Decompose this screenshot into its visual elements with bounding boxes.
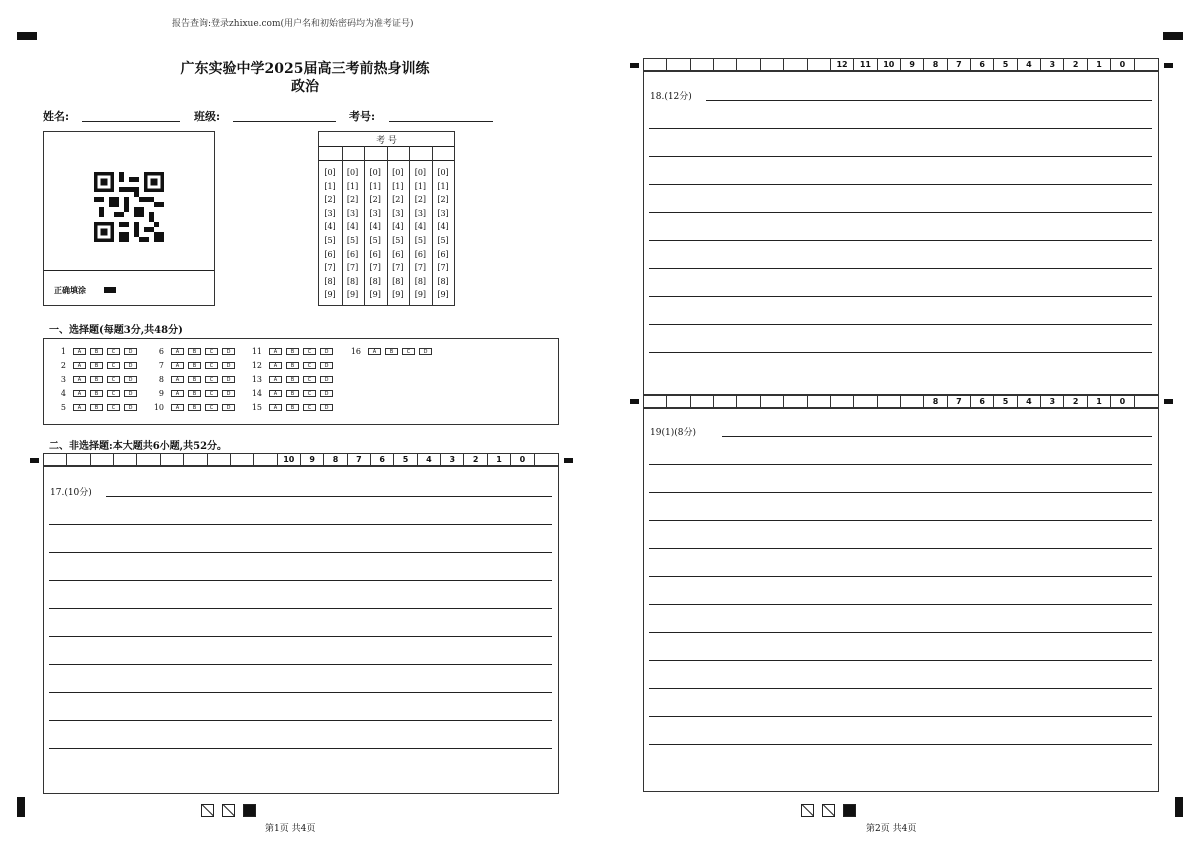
page-code-box bbox=[243, 804, 256, 817]
exam-id-column bbox=[319, 166, 341, 302]
mc-option-bubble[interactable]: B bbox=[188, 348, 201, 355]
mc-option-bubble[interactable]: A bbox=[269, 404, 282, 411]
mc-option-bubble[interactable]: B bbox=[90, 390, 103, 397]
mc-option-bubble[interactable]: C bbox=[107, 348, 120, 355]
mc-option-bubble[interactable]: D bbox=[320, 390, 333, 397]
score-blank-cell bbox=[854, 396, 877, 407]
exam-id-bubble[interactable]: [3] bbox=[437, 208, 449, 218]
qr-divider bbox=[44, 270, 214, 271]
mc-question-number: 3 bbox=[60, 375, 66, 384]
score-cell[interactable]: 2 bbox=[464, 454, 487, 465]
score-cell[interactable]: 2 bbox=[1064, 396, 1087, 407]
mc-question-number: 11 bbox=[251, 347, 262, 356]
score-blank-cell bbox=[691, 59, 714, 70]
writing-line[interactable] bbox=[649, 604, 1152, 605]
qr-box bbox=[43, 131, 215, 306]
name-field[interactable] bbox=[82, 121, 180, 122]
exam-id-bubble[interactable]: [7] bbox=[346, 263, 359, 273]
score-cell[interactable]: 1 bbox=[488, 454, 511, 465]
exam-id-bubble[interactable]: [2] bbox=[414, 195, 427, 205]
mc-answer-box bbox=[43, 338, 559, 425]
score-blank-cell bbox=[44, 454, 67, 465]
exam-id-bubble[interactable]: [1] bbox=[414, 181, 427, 191]
score-blank-cell bbox=[1135, 59, 1158, 70]
writing-line[interactable] bbox=[649, 128, 1152, 129]
page-title: 广东实验中学2025届高三考前热身训练 bbox=[180, 61, 430, 77]
score-blank-cell bbox=[667, 396, 690, 407]
writing-line[interactable] bbox=[649, 324, 1152, 325]
writing-line[interactable] bbox=[49, 692, 552, 693]
score-blank-cell bbox=[161, 454, 184, 465]
exam-id-bubble[interactable]: [4] bbox=[369, 222, 381, 232]
exam-id-bubble[interactable]: [3] bbox=[346, 208, 359, 218]
mc-option-bubble[interactable]: B bbox=[286, 404, 299, 411]
exam-id-bubble[interactable]: [5] bbox=[414, 235, 427, 245]
exam-id-grid bbox=[318, 131, 455, 306]
q17-score-row bbox=[43, 453, 559, 466]
q18-score-row bbox=[643, 58, 1159, 71]
score-blank-cell bbox=[1135, 396, 1158, 407]
mc-question-number: 15 bbox=[251, 403, 262, 412]
exam-id-bubble[interactable]: [3] bbox=[324, 208, 336, 218]
score-cell[interactable]: 1 bbox=[1088, 396, 1111, 407]
writing-line[interactable] bbox=[649, 716, 1152, 717]
score-blank-cell bbox=[737, 59, 760, 70]
writing-line[interactable] bbox=[49, 664, 552, 665]
mc-question-number: 9 bbox=[158, 389, 164, 398]
mc-option-bubble[interactable]: D bbox=[124, 348, 137, 355]
mc-option-bubble[interactable]: C bbox=[205, 390, 218, 397]
exam-id-bubble[interactable]: [8] bbox=[392, 276, 404, 286]
score-cell[interactable]: 5 bbox=[994, 396, 1017, 407]
score-blank-cell bbox=[714, 59, 737, 70]
score-blank-cell bbox=[761, 396, 784, 407]
exam-id-bubble[interactable]: [5] bbox=[369, 235, 381, 245]
score-cell[interactable]: 12 bbox=[831, 59, 854, 70]
score-blank-cell bbox=[737, 396, 760, 407]
score-blank-cell bbox=[784, 59, 807, 70]
mc-question-number: 2 bbox=[60, 361, 66, 370]
score-cell[interactable]: 6 bbox=[971, 396, 994, 407]
mc-question-number: 5 bbox=[60, 403, 66, 412]
score-blank-cell bbox=[808, 59, 831, 70]
writing-line[interactable] bbox=[49, 636, 552, 637]
mc-question-number: 12 bbox=[251, 361, 262, 370]
q17-answer-box bbox=[43, 466, 559, 794]
exam-id-column bbox=[387, 166, 409, 302]
exam-id-bubble[interactable]: [4] bbox=[346, 222, 359, 232]
score-cell[interactable]: 9 bbox=[301, 454, 324, 465]
writing-line[interactable] bbox=[649, 268, 1152, 269]
exam-id-bubble[interactable]: [6] bbox=[369, 249, 381, 259]
exam-id-bubble[interactable]: [7] bbox=[414, 263, 427, 273]
exam-id-bubble[interactable]: [0] bbox=[324, 168, 336, 177]
mc-question-number: 16 bbox=[350, 347, 361, 356]
mc-option-bubble[interactable]: A bbox=[171, 348, 184, 355]
score-cell[interactable]: 8 bbox=[924, 59, 947, 70]
mc-option-bubble[interactable]: A bbox=[269, 390, 282, 397]
score-cell[interactable]: 0 bbox=[511, 454, 534, 465]
mc-option-bubble[interactable]: B bbox=[286, 348, 299, 355]
mc-option-bubble[interactable]: D bbox=[124, 390, 137, 397]
mc-option-bubble[interactable]: A bbox=[269, 348, 282, 355]
score-blank-cell bbox=[184, 454, 207, 465]
score-cell[interactable]: 2 bbox=[1064, 59, 1087, 70]
score-blank-cell bbox=[691, 396, 714, 407]
writing-line[interactable] bbox=[649, 184, 1152, 185]
mc-option-bubble[interactable]: D bbox=[419, 348, 432, 355]
page-code-box bbox=[822, 804, 835, 817]
mc-option-bubble[interactable]: D bbox=[320, 404, 333, 411]
score-blank-cell bbox=[878, 396, 901, 407]
mc-option-bubble[interactable]: C bbox=[107, 404, 120, 411]
page-code-box bbox=[201, 804, 214, 817]
mc-option-bubble[interactable]: D bbox=[320, 376, 333, 383]
mc-option-bubble[interactable]: B bbox=[286, 390, 299, 397]
exam-id-bubble[interactable]: [3] bbox=[392, 208, 404, 218]
exam-id-bubble[interactable]: [3] bbox=[369, 208, 381, 218]
score-blank-cell bbox=[784, 396, 807, 407]
exam-id-bubble[interactable]: [8] bbox=[346, 276, 359, 286]
mc-option-bubble[interactable]: B bbox=[90, 362, 103, 369]
exam-id-bubble[interactable]: [6] bbox=[392, 249, 404, 259]
exam-id-bubble[interactable]: [2] bbox=[437, 195, 449, 205]
writing-line[interactable] bbox=[649, 660, 1152, 661]
mc-option-bubble[interactable]: C bbox=[402, 348, 415, 355]
mc-option-bubble[interactable]: D bbox=[320, 348, 333, 355]
mc-option-bubble[interactable]: D bbox=[124, 376, 137, 383]
exam-id-bubble[interactable]: [4] bbox=[392, 222, 404, 232]
corner-mark bbox=[17, 797, 25, 817]
mc-option-bubble[interactable]: A bbox=[269, 376, 282, 383]
exam-id-column bbox=[409, 166, 431, 302]
exam-id-bubble[interactable]: [2] bbox=[392, 195, 404, 205]
mc-question-number: 13 bbox=[251, 375, 262, 384]
exam-id-bubble[interactable]: [9] bbox=[437, 290, 449, 300]
writing-line[interactable] bbox=[649, 240, 1152, 241]
writing-line[interactable] bbox=[649, 296, 1152, 297]
exam-id-bubble[interactable]: [6] bbox=[437, 249, 449, 259]
exam-id-bubble[interactable]: [3] bbox=[414, 208, 427, 218]
exam-no-label: 考号: bbox=[349, 110, 376, 123]
writing-line[interactable] bbox=[649, 156, 1152, 157]
mc-option-bubble[interactable]: C bbox=[107, 362, 120, 369]
fill-example-label: 正确填涂 bbox=[54, 285, 86, 295]
exam-id-bubble[interactable]: [9] bbox=[414, 290, 427, 300]
exam-id-bubble[interactable]: [5] bbox=[437, 235, 449, 245]
score-blank-cell bbox=[831, 396, 854, 407]
mc-option-bubble[interactable]: D bbox=[222, 404, 235, 411]
score-cell[interactable]: 3 bbox=[1041, 396, 1064, 407]
subject-title: 政治 bbox=[291, 79, 319, 95]
writing-line[interactable] bbox=[649, 520, 1152, 521]
score-blank-cell bbox=[67, 454, 90, 465]
mc-option-bubble[interactable]: C bbox=[205, 404, 218, 411]
mc-option-bubble[interactable]: A bbox=[73, 348, 86, 355]
exam-id-bubble[interactable]: [9] bbox=[392, 290, 404, 300]
exam-id-bubble[interactable]: [0] bbox=[369, 168, 381, 177]
writing-line[interactable] bbox=[649, 464, 1152, 465]
score-blank-cell bbox=[114, 454, 137, 465]
mc-option-bubble[interactable]: A bbox=[171, 390, 184, 397]
exam-id-bubble[interactable]: [9] bbox=[346, 290, 359, 300]
corner-mark bbox=[17, 32, 37, 40]
mc-option-bubble[interactable]: B bbox=[90, 376, 103, 383]
mc-option-bubble[interactable]: C bbox=[205, 348, 218, 355]
exam-id-bubble[interactable]: [7] bbox=[369, 263, 381, 273]
mc-question-number: 4 bbox=[60, 389, 66, 398]
writing-line[interactable] bbox=[722, 436, 1152, 437]
mc-option-bubble[interactable]: C bbox=[303, 362, 316, 369]
score-cell[interactable]: 7 bbox=[948, 59, 971, 70]
mc-option-bubble[interactable]: A bbox=[171, 362, 184, 369]
mc-option-bubble[interactable]: B bbox=[286, 376, 299, 383]
mc-option-bubble[interactable]: D bbox=[222, 390, 235, 397]
writing-line[interactable] bbox=[649, 632, 1152, 633]
mc-option-bubble[interactable]: B bbox=[286, 362, 299, 369]
score-blank-cell bbox=[254, 454, 277, 465]
writing-line[interactable] bbox=[649, 492, 1152, 493]
score-blank-cell bbox=[231, 454, 254, 465]
exam-id-bubble[interactable]: [7] bbox=[324, 263, 336, 273]
writing-line[interactable] bbox=[49, 608, 552, 609]
exam-id-bubble[interactable]: [9] bbox=[369, 290, 381, 300]
mc-question-number: 8 bbox=[158, 375, 164, 384]
mc-option-bubble[interactable]: D bbox=[124, 362, 137, 369]
mc-question-number: 1 bbox=[60, 347, 66, 356]
mc-option-bubble[interactable]: C bbox=[107, 376, 120, 383]
mc-option-bubble[interactable]: A bbox=[269, 362, 282, 369]
score-cell[interactable]: 6 bbox=[971, 59, 994, 70]
exam-id-column bbox=[364, 166, 386, 302]
score-blank-cell bbox=[714, 396, 737, 407]
mc-option-bubble[interactable]: B bbox=[385, 348, 398, 355]
score-cell[interactable]: 10 bbox=[278, 454, 301, 465]
score-cell[interactable]: 10 bbox=[878, 59, 901, 70]
exam-id-bubble[interactable]: [2] bbox=[346, 195, 359, 205]
exam-id-column bbox=[342, 166, 364, 302]
mc-option-bubble[interactable]: C bbox=[303, 348, 316, 355]
score-blank-cell bbox=[137, 454, 160, 465]
writing-line[interactable] bbox=[649, 744, 1152, 745]
mc-option-bubble[interactable]: A bbox=[73, 404, 86, 411]
exam-id-bubble[interactable]: [1] bbox=[392, 181, 404, 191]
score-cell[interactable]: 6 bbox=[371, 454, 394, 465]
mc-option-bubble[interactable]: C bbox=[303, 376, 316, 383]
exam-id-bubble[interactable]: [8] bbox=[324, 276, 336, 286]
exam-id-bubble[interactable]: [1] bbox=[369, 181, 381, 191]
mc-option-bubble[interactable]: D bbox=[222, 376, 235, 383]
q19-answer-box bbox=[643, 408, 1159, 792]
exam-id-bubble[interactable]: [2] bbox=[324, 195, 336, 205]
exam-id-bubble[interactable]: [0] bbox=[392, 168, 404, 177]
score-cell[interactable]: 11 bbox=[854, 59, 877, 70]
fill-example-mark bbox=[104, 287, 116, 293]
q18-label: 18.(12分) bbox=[650, 92, 692, 102]
writing-line[interactable] bbox=[49, 720, 552, 721]
exam-id-bubble[interactable]: [4] bbox=[414, 222, 427, 232]
mc-question-number: 10 bbox=[153, 403, 164, 412]
score-blank-cell bbox=[808, 396, 831, 407]
exam-id-bubble[interactable]: [0] bbox=[437, 168, 449, 177]
exam-id-bubble[interactable]: [9] bbox=[324, 290, 336, 300]
q19-score-row bbox=[643, 395, 1159, 408]
exam-no-field[interactable] bbox=[389, 121, 493, 122]
corner-mark bbox=[1175, 797, 1183, 817]
mc-option-bubble[interactable]: D bbox=[320, 362, 333, 369]
exam-id-bubble[interactable]: [5] bbox=[392, 235, 404, 245]
mc-option-bubble[interactable]: A bbox=[73, 376, 86, 383]
writing-line[interactable] bbox=[649, 352, 1152, 353]
score-cell[interactable]: 3 bbox=[441, 454, 464, 465]
mc-question-number: 14 bbox=[251, 389, 262, 398]
q17-label: 17.(10分) bbox=[50, 488, 92, 498]
page-code-box bbox=[843, 804, 856, 817]
mc-option-bubble[interactable]: B bbox=[90, 348, 103, 355]
mc-option-bubble[interactable]: D bbox=[222, 348, 235, 355]
mc-option-bubble[interactable]: B bbox=[188, 362, 201, 369]
score-blank-cell bbox=[208, 454, 231, 465]
qr-code bbox=[94, 172, 164, 242]
writing-line[interactable] bbox=[706, 100, 1152, 101]
mc-option-bubble[interactable]: C bbox=[107, 390, 120, 397]
score-cell[interactable]: 7 bbox=[948, 396, 971, 407]
exam-id-bubble[interactable]: [7] bbox=[392, 263, 404, 273]
mc-option-bubble[interactable]: B bbox=[188, 376, 201, 383]
section1-title: 一、选择题(每题3分,共48分) bbox=[49, 325, 183, 336]
writing-line[interactable] bbox=[106, 496, 552, 497]
mc-option-bubble[interactable]: C bbox=[303, 404, 316, 411]
score-cell[interactable]: 5 bbox=[394, 454, 417, 465]
writing-line[interactable] bbox=[649, 576, 1152, 577]
score-cell[interactable]: 0 bbox=[1111, 59, 1134, 70]
writing-line[interactable] bbox=[49, 552, 552, 553]
score-cell[interactable]: 3 bbox=[1041, 59, 1064, 70]
mc-option-bubble[interactable]: A bbox=[368, 348, 381, 355]
score-cell[interactable]: 7 bbox=[348, 454, 371, 465]
exam-id-bubble[interactable]: [2] bbox=[369, 195, 381, 205]
writing-line[interactable] bbox=[49, 748, 552, 749]
mc-option-bubble[interactable]: A bbox=[73, 362, 86, 369]
exam-id-bubble[interactable]: [6] bbox=[346, 249, 359, 259]
score-cell[interactable]: 0 bbox=[1111, 396, 1134, 407]
exam-id-bubble[interactable]: [8] bbox=[437, 276, 449, 286]
exam-id-column bbox=[432, 166, 454, 302]
page-code-box bbox=[222, 804, 235, 817]
exam-id-bubble[interactable]: [5] bbox=[346, 235, 359, 245]
score-blank-cell bbox=[901, 396, 924, 407]
mc-option-bubble[interactable]: D bbox=[124, 404, 137, 411]
score-blank-cell bbox=[644, 59, 667, 70]
section2-title: 二、非选择题:本大题共6小题,共52分。 bbox=[49, 441, 228, 452]
score-cell[interactable]: 4 bbox=[418, 454, 441, 465]
page-code-box bbox=[801, 804, 814, 817]
mc-option-bubble[interactable]: A bbox=[73, 390, 86, 397]
exam-id-title: 考 号 bbox=[376, 136, 397, 146]
class-label: 班级: bbox=[194, 110, 221, 123]
score-blank-cell bbox=[644, 396, 667, 407]
page1-footer: 第1页 共4页 bbox=[265, 824, 316, 834]
exam-id-bubble[interactable]: [0] bbox=[414, 168, 427, 177]
mc-option-bubble[interactable]: A bbox=[171, 376, 184, 383]
page2-footer: 第2页 共4页 bbox=[866, 824, 917, 834]
mc-option-bubble[interactable]: B bbox=[188, 390, 201, 397]
mc-option-bubble[interactable]: C bbox=[303, 390, 316, 397]
exam-id-bubble[interactable]: [8] bbox=[369, 276, 381, 286]
score-cell[interactable]: 1 bbox=[1088, 59, 1111, 70]
exam-id-bubble[interactable]: [1] bbox=[437, 181, 449, 191]
mc-option-bubble[interactable]: C bbox=[205, 376, 218, 383]
exam-id-bubble[interactable]: [7] bbox=[437, 263, 449, 273]
score-blank-cell bbox=[667, 59, 690, 70]
exam-id-bubble[interactable]: [4] bbox=[437, 222, 449, 232]
exam-id-bubble[interactable]: [6] bbox=[324, 249, 336, 259]
mc-option-bubble[interactable]: D bbox=[222, 362, 235, 369]
mc-option-bubble[interactable]: B bbox=[188, 404, 201, 411]
exam-id-bubble[interactable]: [6] bbox=[414, 249, 427, 259]
writing-line[interactable] bbox=[649, 212, 1152, 213]
score-cell[interactable]: 5 bbox=[994, 59, 1017, 70]
score-blank-cell bbox=[91, 454, 114, 465]
mc-option-bubble[interactable]: C bbox=[205, 362, 218, 369]
score-cell[interactable]: 9 bbox=[901, 59, 924, 70]
exam-id-bubble[interactable]: [1] bbox=[346, 181, 359, 191]
score-cell[interactable]: 4 bbox=[1018, 396, 1041, 407]
score-cell[interactable]: 8 bbox=[324, 454, 347, 465]
header-note: 报告查询:登录zhixue.com(用户名和初始密码均为准考证号) bbox=[172, 19, 414, 29]
exam-id-bubble[interactable]: [8] bbox=[414, 276, 427, 286]
score-cell[interactable]: 4 bbox=[1018, 59, 1041, 70]
writing-line[interactable] bbox=[49, 580, 552, 581]
q18-answer-box bbox=[643, 71, 1159, 395]
name-label: 姓名: bbox=[43, 110, 70, 123]
mc-question-number: 6 bbox=[158, 347, 164, 356]
class-field[interactable] bbox=[233, 121, 336, 122]
exam-id-bubble[interactable]: [5] bbox=[324, 235, 336, 245]
score-cell[interactable]: 8 bbox=[924, 396, 947, 407]
score-blank-cell bbox=[761, 59, 784, 70]
exam-id-bubble[interactable]: [1] bbox=[324, 181, 336, 191]
mc-option-bubble[interactable]: A bbox=[171, 404, 184, 411]
exam-id-bubble[interactable]: [0] bbox=[346, 168, 359, 177]
exam-id-bubble[interactable]: [4] bbox=[324, 222, 336, 232]
writing-line[interactable] bbox=[49, 524, 552, 525]
writing-line[interactable] bbox=[649, 548, 1152, 549]
writing-line[interactable] bbox=[649, 688, 1152, 689]
mc-option-bubble[interactable]: B bbox=[90, 404, 103, 411]
corner-mark bbox=[1163, 32, 1183, 40]
mc-question-number: 7 bbox=[158, 361, 164, 370]
q19-label: 19(1)(8分) bbox=[650, 428, 696, 438]
score-blank-cell bbox=[535, 454, 558, 465]
